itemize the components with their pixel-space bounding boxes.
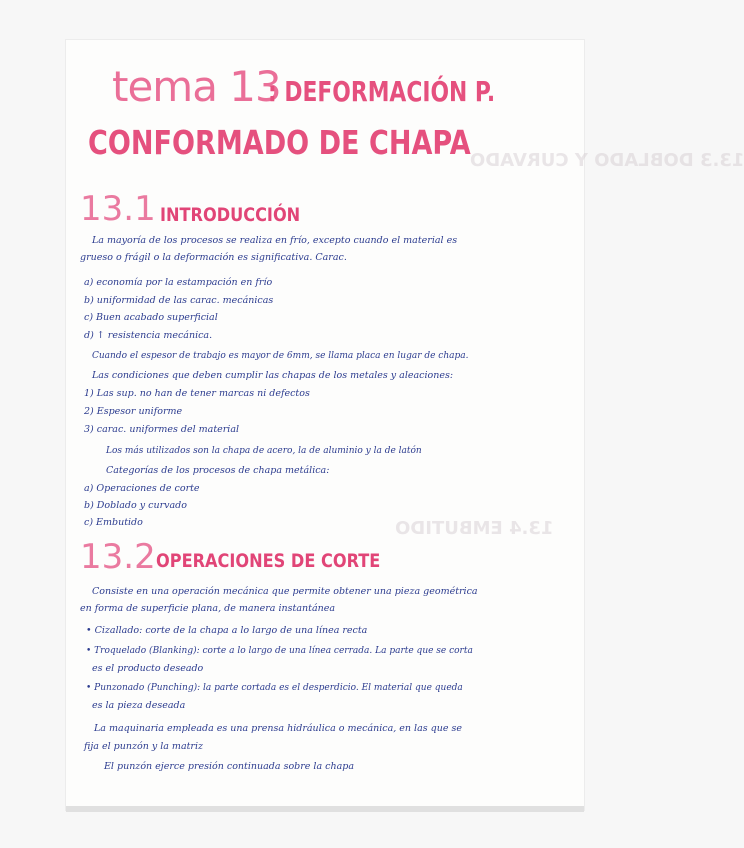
title-tema: tema 13 bbox=[112, 62, 281, 111]
title-deformacion: : DEFORMACIÓN P. bbox=[268, 75, 496, 108]
s1-line-8: Las condiciones que deben cumplir las chapas de los metales y aleaciones: bbox=[92, 370, 454, 381]
s1-line-9: 1) Las sup. no han de tener marcas ni defectos bbox=[84, 388, 310, 399]
s2-line-4: • Troquelado (Blanking): corte a lo largo de una línea cerrada. La parte que se corta bbox=[86, 646, 473, 656]
section-1-title: INTRODUCCIÓN bbox=[160, 204, 301, 226]
s2-line-8: La maquinaria empleada es una prensa hidráulica o mecánica, en las que se bbox=[94, 723, 462, 734]
s1-line-3: a) economía por la estampación en frío bbox=[84, 277, 273, 288]
s2-line-3: • Cizallado: corte de la chapa a lo largo de una línea recta bbox=[86, 625, 368, 636]
page-edge-shadow bbox=[66, 806, 584, 812]
s1-line-13: Categorías de los procesos de chapa metálica: bbox=[106, 465, 330, 476]
s1-line-6: d) ↑ resistencia mecánica. bbox=[84, 330, 213, 341]
section-2-number: 13.2 bbox=[80, 537, 156, 577]
s1-line-7: Cuando el espesor de trabajo es mayor de 6mm, se llama placa en lugar de chapa. bbox=[92, 351, 469, 361]
section-1-number: 13.1 bbox=[80, 189, 156, 229]
s2-line-10: El punzón ejerce presión continuada sobre la chapa bbox=[104, 761, 354, 772]
s1-line-12: Los más utilizados son la chapa de acero, la de aluminio y la de latón bbox=[106, 446, 422, 456]
s1-line-2: grueso o frágil o la deformación es significativa. Carac. bbox=[80, 252, 347, 263]
title-conformado: CONFORMADO DE CHAPA bbox=[88, 123, 471, 162]
s2-line-2: en forma de superficie plana, de manera instantánea bbox=[80, 603, 336, 614]
s1-line-1: La mayoría de los procesos se realiza en frío, excepto cuando el material es bbox=[92, 235, 458, 246]
s1-line-4: b) uniformidad de las carac. mecánicas bbox=[84, 295, 274, 306]
bleed-through-heading-2: 13.4 EMBUTIDO bbox=[395, 518, 554, 539]
s1-line-14: a) Operaciones de corte bbox=[84, 483, 200, 494]
s1-line-10: 2) Espesor uniforme bbox=[84, 406, 183, 417]
section-2-title: OPERACIONES DE CORTE bbox=[156, 550, 381, 572]
bleed-through-heading-1: 13.3 DOBLADO Y CURVADO bbox=[470, 150, 744, 171]
s1-line-15: b) Doblado y curvado bbox=[84, 500, 187, 511]
s2-line-5: es el producto deseado bbox=[92, 663, 204, 674]
s2-line-1: Consiste en una operación mecánica que permite obtener una pieza geométrica bbox=[92, 586, 478, 597]
s1-line-16: c) Embutido bbox=[84, 517, 143, 528]
s2-line-7: es la pieza deseada bbox=[92, 700, 186, 711]
s2-line-6: • Punzonado (Punching): la parte cortada es el desperdicio. El material que queda bbox=[86, 683, 463, 693]
s1-line-11: 3) carac. uniformes del material bbox=[84, 424, 240, 435]
s1-line-5: c) Buen acabado superficial bbox=[84, 312, 218, 323]
s2-line-9: fija el punzón y la matriz bbox=[84, 741, 204, 752]
